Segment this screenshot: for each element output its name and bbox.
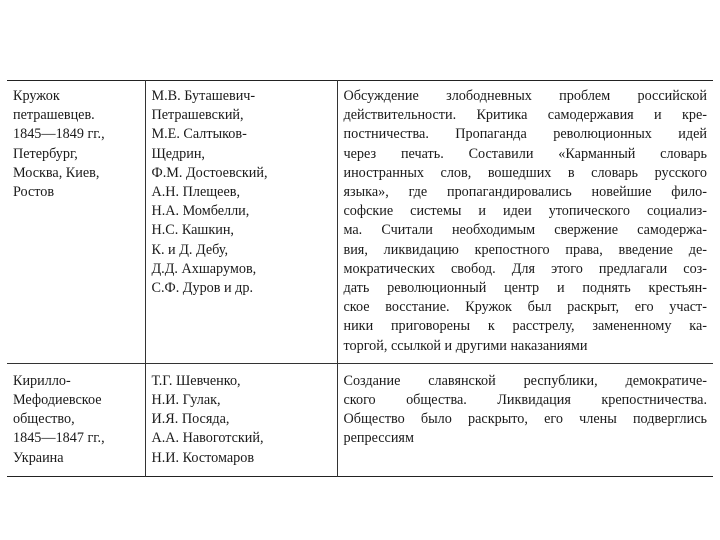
members-cell — [145, 81, 337, 364]
table-row — [7, 363, 713, 476]
members-cell — [145, 363, 337, 476]
org-line: Мефодиевское — [13, 392, 102, 409]
org-line: петрашевцев. — [13, 107, 95, 124]
member-line: Щедрин, — [151, 145, 205, 162]
member-line: К. и Д. Дебу, — [151, 241, 229, 258]
activity-line: торгой, ссылкой и другими наказаниями — [343, 337, 588, 354]
history-table — [7, 80, 713, 477]
activity-line: через печать. Составили «Карманный словарь — [343, 145, 707, 162]
member-line: Петрашевский, — [151, 107, 244, 124]
member-line: А.А. Навоготский, — [151, 430, 264, 447]
table-row — [7, 81, 713, 364]
org-cell — [7, 81, 145, 364]
activity-line: ское восстание. Кружок был раскрыт, его участ- — [343, 299, 707, 316]
activity-line: дать революционный центр и поднять крестьян- — [343, 280, 707, 297]
member-line: Ф.М. Достоевский, — [151, 164, 268, 181]
member-line: Н.И. Гулак, — [151, 392, 221, 409]
activity-line: Создание славянской республики, демократиче- — [343, 372, 707, 389]
member-line: С.Ф. Дуров и др. — [151, 280, 254, 297]
member-line: Д.Д. Ахшарумов, — [151, 260, 257, 277]
member-line: Т.Г. Шевченко, — [151, 372, 241, 389]
org-line: Ростов — [13, 184, 55, 201]
member-line: И.Я. Посяда, — [151, 411, 230, 428]
activity-line: языка», где пропагандировались новейшие фило- — [343, 184, 707, 201]
org-line: Кирилло- — [13, 372, 71, 389]
org-line: Петербург, — [13, 145, 78, 162]
member-line: М.В. Буташевич- — [151, 88, 256, 104]
activity-line: ма. Считали необходимым свержение самодержа- — [343, 222, 707, 239]
activity-line: ского общества. Ликвидация крепостничества. — [343, 392, 707, 409]
org-cell — [7, 363, 145, 476]
activity-line: репрессиям — [343, 430, 414, 447]
activity-line: софские системы и идеи утопического социализ- — [343, 203, 707, 220]
org-line: 1845—1849 гг., — [13, 126, 105, 143]
activity-line: ники приговорены к расстрелу, замененному ка- — [343, 318, 707, 335]
activity-line: мократических свобод. Для этого предлагали соз- — [343, 260, 707, 277]
org-line: 1845—1847 гг., — [13, 430, 105, 447]
member-line: Н.И. Костомаров — [151, 449, 255, 466]
org-line: Кружок — [13, 88, 60, 104]
member-line: М.Е. Салтыков- — [151, 126, 247, 143]
activity-line: Обсуждение злободневных проблем российской — [343, 88, 707, 104]
activity-line: действительности. Критика самодержавия и кре- — [343, 107, 707, 124]
org-line: общество, — [13, 411, 75, 428]
member-line: Н.С. Кашкин, — [151, 222, 234, 239]
activity-cell — [337, 81, 713, 364]
activity-cell — [337, 363, 713, 476]
org-line: Москва, Киев, — [13, 164, 100, 181]
org-line: Украина — [13, 449, 64, 466]
member-line: Н.А. Момбелли, — [151, 203, 250, 220]
activity-line: иностранных слов, вошедших в словарь русского — [343, 164, 707, 181]
activity-line: постничества. Пропаганда революционных идей — [343, 126, 707, 143]
member-line: А.Н. Плещеев, — [151, 184, 241, 201]
activity-line: Общество было раскрыто, его члены подверглись — [343, 411, 707, 428]
activity-line: вия, ликвидацию крепостного права, введение де- — [343, 241, 707, 258]
